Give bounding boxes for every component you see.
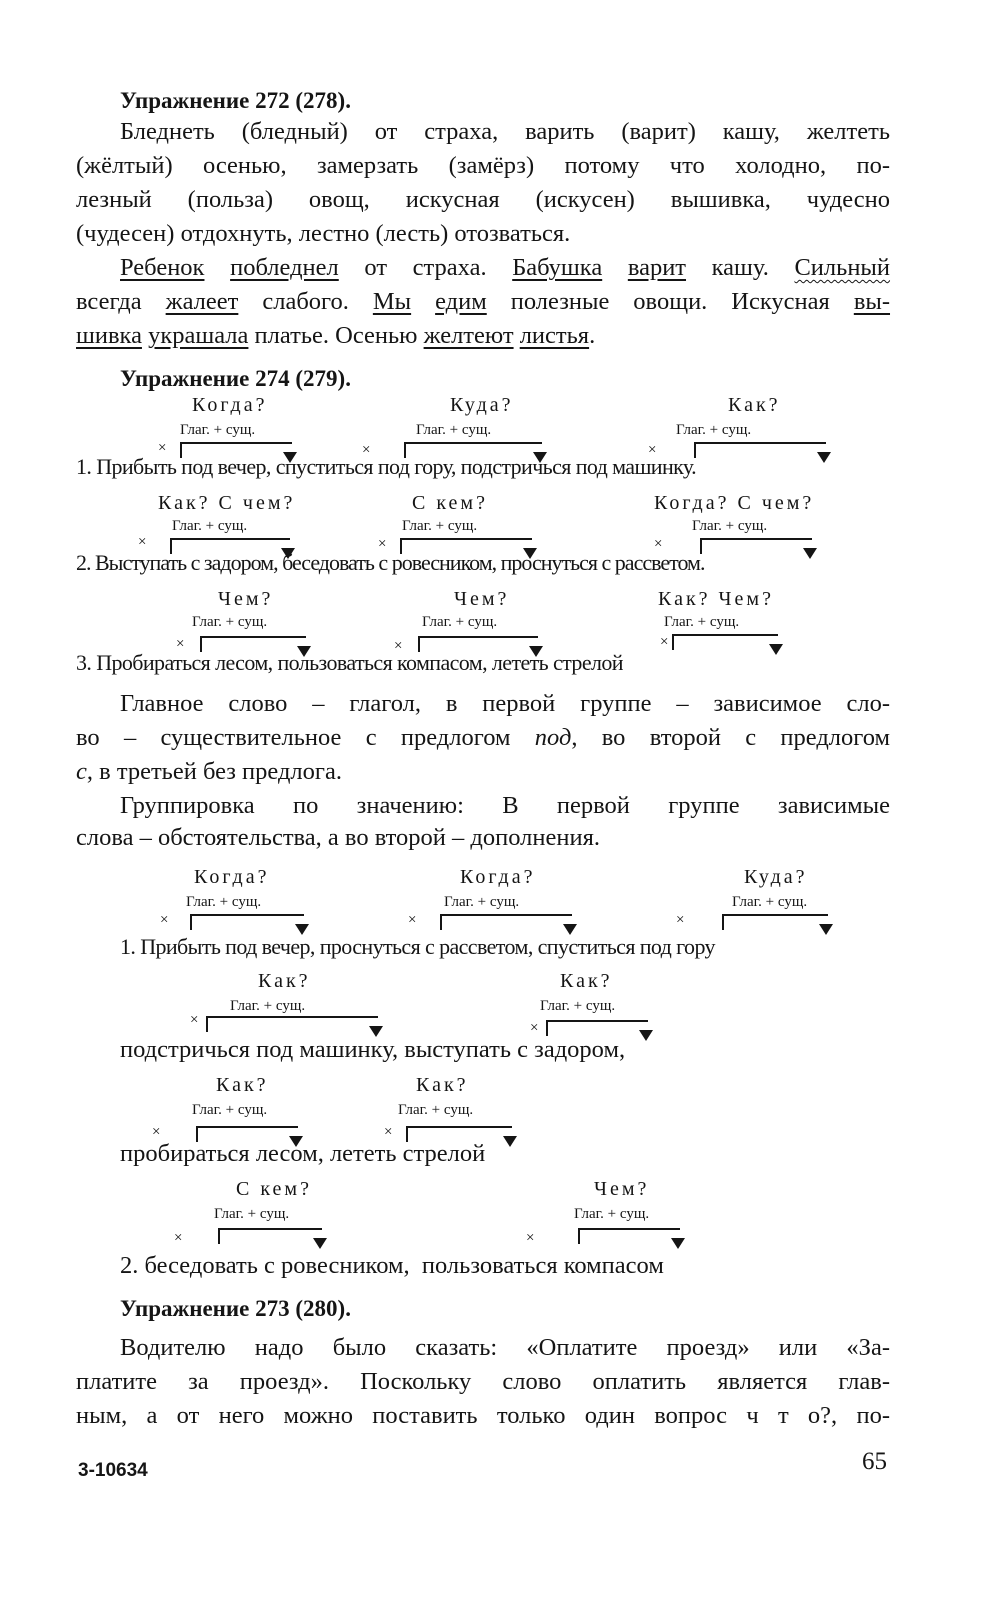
head-word-mark: × [176,636,185,652]
head-word-mark: × [526,1230,535,1246]
pattern-label: Глаг. + сущ. [444,894,520,910]
pattern-label: Глаг. + сущ. [540,998,616,1014]
question-label: Когда? [194,866,270,888]
phrase-line: пробираться лесом, лететь стрелой [120,1140,486,1167]
phrase-line: 3. Пробираться лесом, пользоваться компасом, лететь стрелой [76,650,623,675]
question-label: Когда? [460,866,536,888]
print-code: 3-10634 [78,1460,148,1481]
head-word-mark: × [378,536,387,552]
ex272-line-3: лезный (польза) овощ, искусная (искусен) вышивка, чудесно [76,186,890,213]
pattern-label: Глаг. + сущ. [732,894,808,910]
pattern-label: Глаг. + сущ. [422,614,498,630]
question-label: Куда? [744,866,808,888]
subject-word: листья [519,322,590,349]
phrase-line: 2. беседовать с ровесником, пользоваться компасом [120,1252,664,1279]
pattern-label: Глаг. + сущ. [574,1206,650,1222]
plain-text: слабого. [262,288,349,315]
phrase-line: 2. Выступать с задором, беседовать с ровесником, проснуться с рассветом. [76,550,705,575]
head-word-mark: × [676,912,685,928]
question-label: Как? [560,970,613,992]
explanation-line-2 [76,724,890,752]
ex272-line-2: (жёлтый) осенью, замерзать (замёрз) потому что холодно, по- [76,152,890,179]
plain-text: . [589,322,596,349]
plain-text: всегда [76,288,142,315]
question-label: Когда? С чем? [654,492,815,514]
head-word-mark: × [654,536,663,552]
head-word-mark: × [660,634,669,650]
grouping-line-2: слова – обстоятельства, а во второй – дополнения. [76,824,600,851]
pattern-label: Глаг. + сущ. [402,518,478,534]
ex272-sentences-line-3 [76,322,595,350]
subject-word: Бабушка [512,254,603,281]
question-label: Как? [728,394,781,416]
question-label: Как? С чем? [158,492,296,514]
exercise-272-heading: Упражнение 272 (278). [120,88,351,113]
attribute-word: Сильный [794,254,891,281]
pattern-label: Глаг. + сущ. [192,614,268,630]
subject-word: шивка [76,322,142,349]
pattern-label: Глаг. + сущ. [398,1102,474,1118]
plain-text: , во второй с предлогом [571,724,890,751]
explanation-line-1: Главное слово – глагол, в первой группе – зависимое сло- [120,690,890,717]
ex272-line-4: (чудесен) отдохнуть, лестно (лесть) отозваться. [76,220,571,247]
pattern-label: Глаг. + сущ. [692,518,768,534]
page-number: 65 [862,1448,887,1475]
phrase-line: 1. Прибыть под вечер, проснуться с рассветом, спуститься под гору [120,934,715,959]
head-word-mark: × [138,534,147,550]
plain-text: во – существительное с предлогом [76,724,535,751]
ex272-line-1: Бледнеть (бледный) от страха, варить (варит) кашу, желтеть [120,118,890,145]
pattern-label: Глаг. + сущ. [180,422,256,438]
pattern-label: Глаг. + сущ. [230,998,306,1014]
head-word-mark: × [384,1124,393,1140]
head-word-mark: × [394,638,403,654]
ex273-line-2: платите за проезд». Поскольку слово оплатить является глав- [76,1368,890,1395]
ex272-sentences-line-2 [76,288,890,316]
predicate-word: побледнел [230,254,339,281]
question-label: Как? [216,1074,269,1096]
subject-word: Мы [372,288,412,315]
head-word-mark: × [408,912,417,928]
plain-text: от страха. [364,254,487,281]
phrase-line: 1. Прибыть под вечер, спуститься под гору, подстричься под машинку. [76,454,697,479]
predicate-word: варит [627,254,687,281]
predicate-word: желтеют [423,322,514,349]
pattern-label: Глаг. + сущ. [192,1102,268,1118]
exercise-274-heading: Упражнение 274 (279). [120,366,351,391]
question-label: Как? Чем? [658,588,774,610]
pattern-label: Глаг. + сущ. [172,518,248,534]
subject-word: Ребенок [120,254,205,281]
ex273-line-3: ным, а от него можно поставить только один вопрос ч т о?, по- [76,1402,890,1429]
question-label: Как? [258,970,311,992]
pattern-label: Глаг. + сущ. [664,614,740,630]
preposition-italic: под [534,724,572,751]
plain-text: , в третьей без предлога. [86,758,342,785]
predicate-word: украшала [148,322,249,349]
exercise-273-heading: Упражнение 273 (280). [120,1296,351,1321]
predicate-word: едим [435,288,487,315]
question-label: Куда? [450,394,514,416]
plain-text: полезные овощи. Искусная [510,288,830,315]
head-word-mark: × [530,1020,539,1036]
plain-text: платье. Осенью [254,322,418,349]
phrase-line: подстричься под машинку, выступать с задором, [120,1036,626,1063]
head-word-mark: × [152,1124,161,1140]
ex273-line-1: Водителю надо было сказать: «Оплатите проезд» или «За- [120,1334,890,1361]
head-word-mark: × [160,912,169,928]
question-label: Чем? [218,588,274,610]
grouping-line-1: Группировка по значению: В первой группе зависимые [120,792,890,819]
question-label: Чем? [454,588,510,610]
question-label: Как? [416,1074,469,1096]
head-word-mark: × [158,440,167,456]
preposition-italic: с [76,758,87,785]
head-word-mark: × [362,442,371,458]
head-word-mark: × [174,1230,183,1246]
question-label: Чем? [594,1178,650,1200]
question-label: С кем? [412,492,488,514]
pattern-label: Глаг. + сущ. [416,422,492,438]
ex272-sentences-line-1 [120,254,890,282]
head-word-mark: × [190,1012,199,1028]
explanation-line-3 [76,758,342,786]
subject-word: вы- [853,288,891,315]
question-label: С кем? [236,1178,312,1200]
pattern-label: Глаг. + сущ. [676,422,752,438]
predicate-word: жалеет [165,288,239,315]
pattern-label: Глаг. + сущ. [214,1206,290,1222]
pattern-label: Глаг. + сущ. [186,894,262,910]
plain-text: кашу. [711,254,769,281]
question-label: Когда? [192,394,268,416]
head-word-mark: × [648,442,657,458]
